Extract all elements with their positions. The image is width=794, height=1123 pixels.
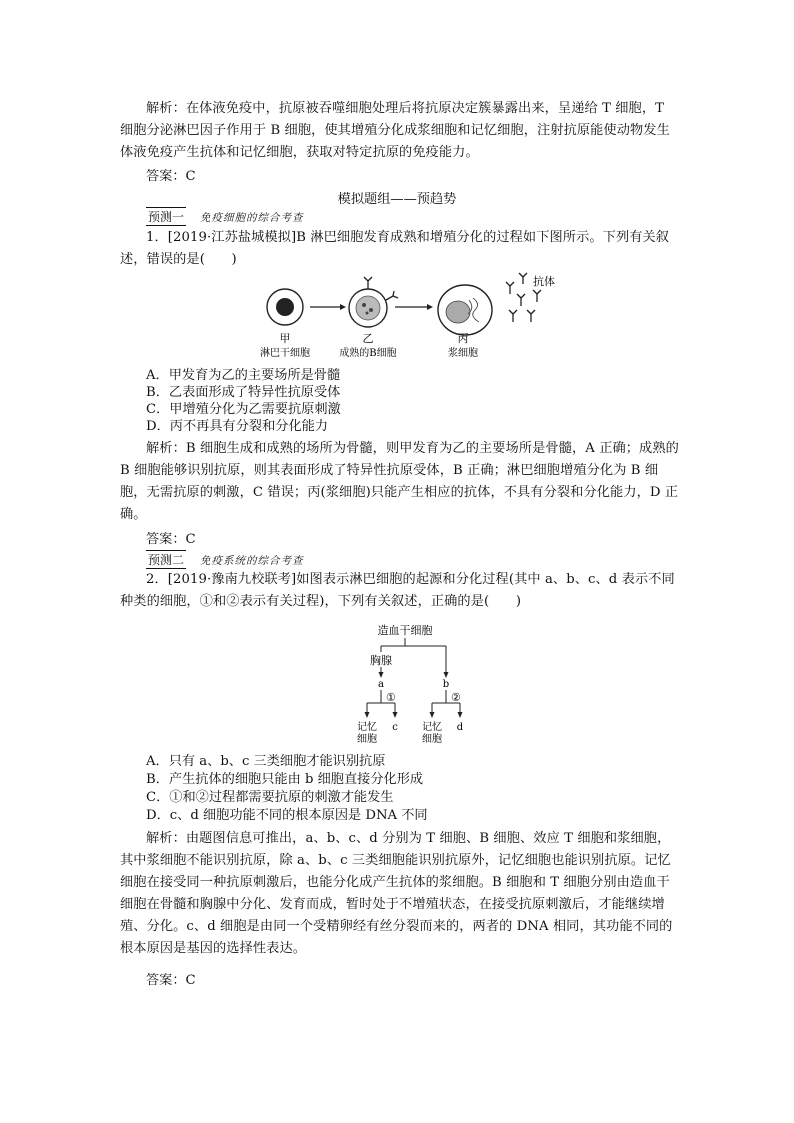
antibody-icon (517, 294, 525, 306)
label-step1: ① (386, 691, 396, 704)
q1-option-d: D．丙不再具有分裂和分化能力 (146, 419, 329, 434)
receptor-icon (386, 291, 398, 300)
label-c: c (392, 722, 398, 733)
label-thymus: 胸腺 (370, 654, 392, 667)
arrow-2-head (427, 304, 433, 310)
q1-option-a: A．甲发育为乙的主要场所是骨髓 (146, 368, 341, 383)
q2-analysis: 解析：由题图信息可推出，a、b、c、d 分别为 T 细胞、B 细胞、效应 T 细胞和浆细胞，其中浆细胞不能识别抗原，除 a、b、c 三类细胞能识别抗原外，记忆细胞也能识别抗原。记忆细胞在接受同一种抗原刺激后，也能分化成产生抗体的浆细胞。B 细胞和 T 细胞分别由造血干细胞在骨髓和胸腺中分化、发育而成，暂时处于不增殖状态，在接受抗原刺激后，才能继续增殖、分化。c、d 细胞是由同一个受精卵经有丝分裂而来的，两者的 DNA 相同，其功能不同的根本原因是基因的选择性表达。 (120, 831, 673, 956)
prediction2-label: 预测二 (146, 550, 186, 569)
section1-analysis: 解析：在体液免疫中，抗原被吞噬细胞处理后将抗原决定簇暴露出来，呈递给 T 细胞，T 细胞分泌淋巴因子作用于 B 细胞，使其增殖分化成浆细胞和记忆细胞，注射抗原能使动物发生体液免疫产生抗体和记忆细胞，获取对特定抗原的免疫能力。 (120, 101, 670, 160)
label-antibody: 抗体 (533, 275, 555, 288)
prediction1-desc: 免疫细胞的综合考查 (200, 212, 304, 224)
antibody-icon (527, 310, 535, 322)
antibody-icon (519, 273, 527, 284)
prediction1-label: 预测一 (146, 207, 186, 226)
label-memory-left-2: 细胞 (357, 734, 377, 745)
prediction1-tag (146, 207, 304, 226)
q2-answer: 答案：C (146, 973, 196, 988)
q2-stem: 2．[2019·豫南九校联考]如图表示淋巴细胞的起源和分化过程(其中 a、b、c、d 表示不同种类的细胞，①和②表示有关过程)，下列有关叙述，正确的是( ) (120, 572, 675, 609)
prediction2-desc: 免疫系统的综合考查 (200, 555, 304, 567)
label-d: d (456, 722, 464, 733)
section1-answer: 答案：C (146, 169, 196, 184)
label-top: 造血干细胞 (377, 624, 433, 637)
label-b: b (442, 679, 450, 690)
label-jia-sub: 淋巴干细胞 (260, 348, 310, 359)
cell-bing-nucleus (446, 301, 470, 323)
receptor-icon (364, 277, 372, 289)
q2-option-b: B．产生抗体的细胞只能由 b 细胞直接分化形成 (146, 772, 424, 787)
q2-option-c: C．①和②过程都需要抗原的刺激才能发生 (146, 790, 394, 805)
cell-yi-nucleus (356, 296, 380, 320)
label-memory-left-1: 记忆 (357, 722, 377, 733)
arrow-1-head (340, 304, 346, 310)
label-step2: ② (451, 691, 461, 704)
antibody-icon (506, 282, 514, 294)
label-bing-sub: 浆细胞 (448, 348, 478, 359)
q2-option-d: D．c、d 细胞功能不同的根本原因是 DNA 不同 (146, 808, 428, 823)
q2-figure (345, 620, 495, 750)
label-memory-right-2: 细胞 (422, 734, 442, 745)
q1-stem: 1．[2019·江苏盐城模拟]B 淋巴细胞发育成熟和增殖分化的过程如下图所示。下列有关叙述，错误的是( ) (120, 230, 670, 267)
antibody-icon (533, 290, 541, 302)
label-yi-sub: 成熟的B细胞 (339, 348, 397, 359)
label-bing: 丙 (457, 332, 469, 345)
prediction2-tag (146, 550, 304, 569)
label-memory-right-1: 记忆 (422, 722, 442, 733)
group-title: 模拟题组——预趋势 (337, 192, 457, 207)
antibody-icon (509, 310, 517, 322)
q1-answer: 答案：C (146, 532, 196, 547)
label-a: a (378, 679, 384, 690)
cell-jia-nucleus (276, 298, 294, 316)
q1-option-c: C．甲增殖分化为乙需要抗原刺激 (146, 402, 341, 417)
label-jia: 甲 (279, 332, 291, 345)
q2-option-a: A．只有 a、b、c 三类细胞才能识别抗原 (146, 754, 386, 769)
label-yi: 乙 (362, 332, 374, 345)
q1-figure (255, 272, 565, 362)
q1-option-b: B．乙表面形成了特异性抗原受体 (146, 385, 341, 400)
q1-analysis: 解析：B 细胞生成和成熟的场所为骨髓，则甲发育为乙的主要场所是骨髓，A 正确；成熟的 B 细胞能够识别抗原，则其表面形成了特异性抗原受体，B 正确；淋巴细胞增殖分化为 B 细胞，无需抗原的刺激，C 错误；丙(浆细胞)只能产生相应的抗体，不具有分裂和分化能力，D 正确。 (120, 441, 679, 522)
